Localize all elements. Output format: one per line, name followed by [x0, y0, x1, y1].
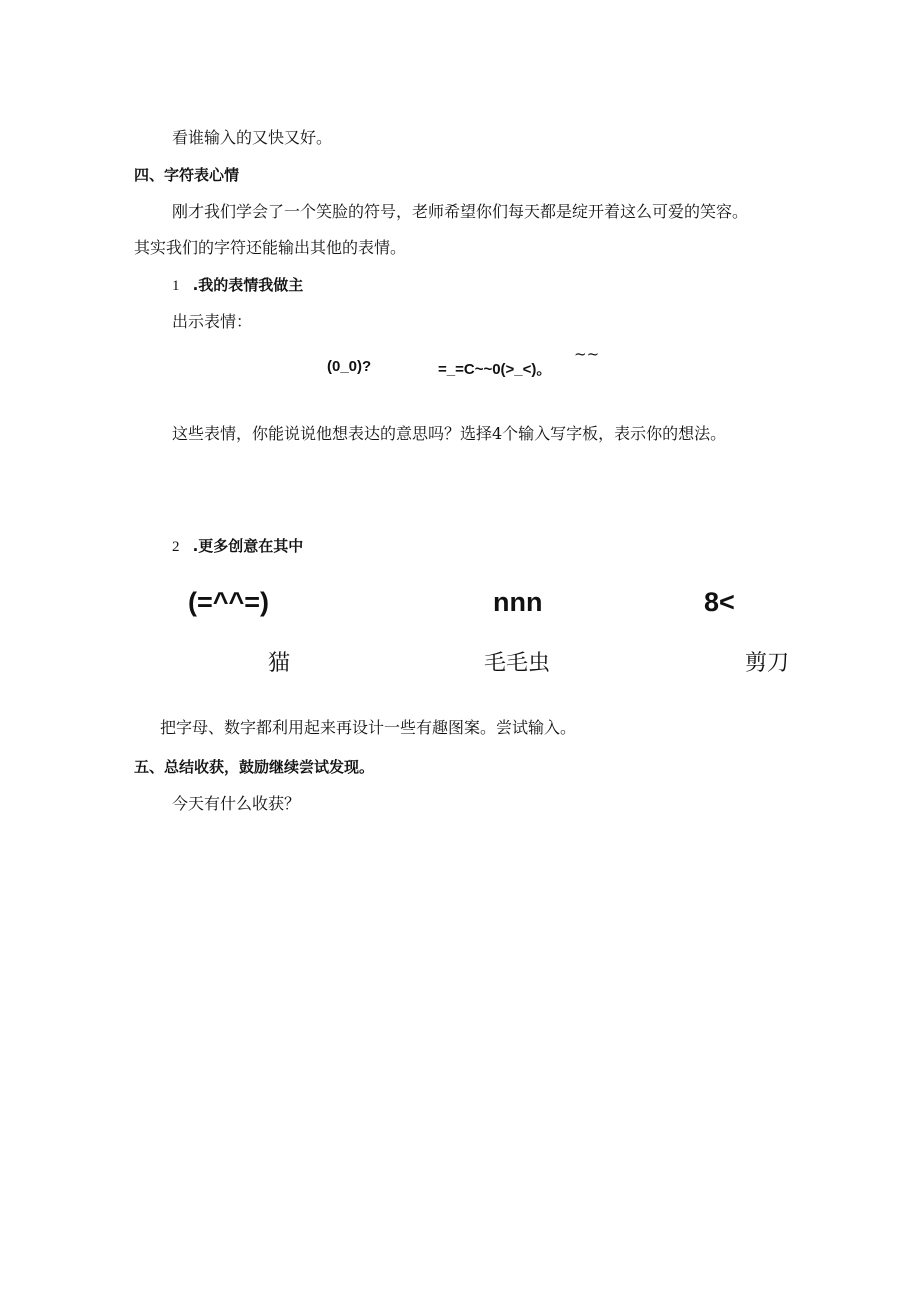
subheading-two — [172, 536, 303, 556]
pattern-cat-caption: 猫 — [268, 651, 291, 676]
subheading-one — [172, 275, 303, 295]
subheading-one-number: 1 — [172, 278, 182, 294]
paragraph-smile-line2: 其实我们的字符还能输出其他的表情。 — [134, 238, 407, 257]
emoticon-group: =_=C~~0(>_<)。 — [438, 361, 552, 378]
paragraph-intro: 看谁输入的又快又好。 — [172, 128, 333, 147]
section-heading-five: 五、总结收获，鼓励继续尝试发现。 — [134, 758, 375, 776]
paragraph-emoticon-question: 这些表情，你能说说他想表达的意思吗？选择4个输入写字板，表示你的想法。 — [172, 424, 727, 443]
emoticon-tilde: ~~ — [574, 345, 600, 363]
subheading-one-text: .我的表情我做主 — [192, 276, 304, 294]
subheading-two-text: .更多创意在其中 — [192, 537, 304, 555]
section-heading-four: 四、字符表心情 — [134, 166, 240, 184]
paragraph-design-patterns: 把字母、数字都利用起来再设计一些有趣图案。尝试输入。 — [160, 718, 577, 737]
pattern-caterpillar-symbol: nnn — [493, 587, 543, 617]
pattern-cat-symbol: (=^^=) — [188, 587, 270, 617]
paragraph-summary-question: 今天有什么收获？ — [172, 794, 301, 813]
pattern-caterpillar-caption: 毛毛虫 — [484, 651, 551, 676]
pattern-scissors-symbol: 8< — [704, 587, 735, 617]
subheading-two-number: 2 — [172, 539, 182, 555]
pattern-scissors-caption: 剪刀 — [745, 651, 790, 676]
paragraph-smile-line1: 刚才我们学会了一个笑脸的符号，老师希望你们每天都是绽开着这么可爱的笑容。 — [172, 202, 749, 221]
paragraph-show-emoticons: 出示表情： — [172, 312, 253, 331]
emoticon-surprised: (0_0)? — [327, 358, 372, 375]
